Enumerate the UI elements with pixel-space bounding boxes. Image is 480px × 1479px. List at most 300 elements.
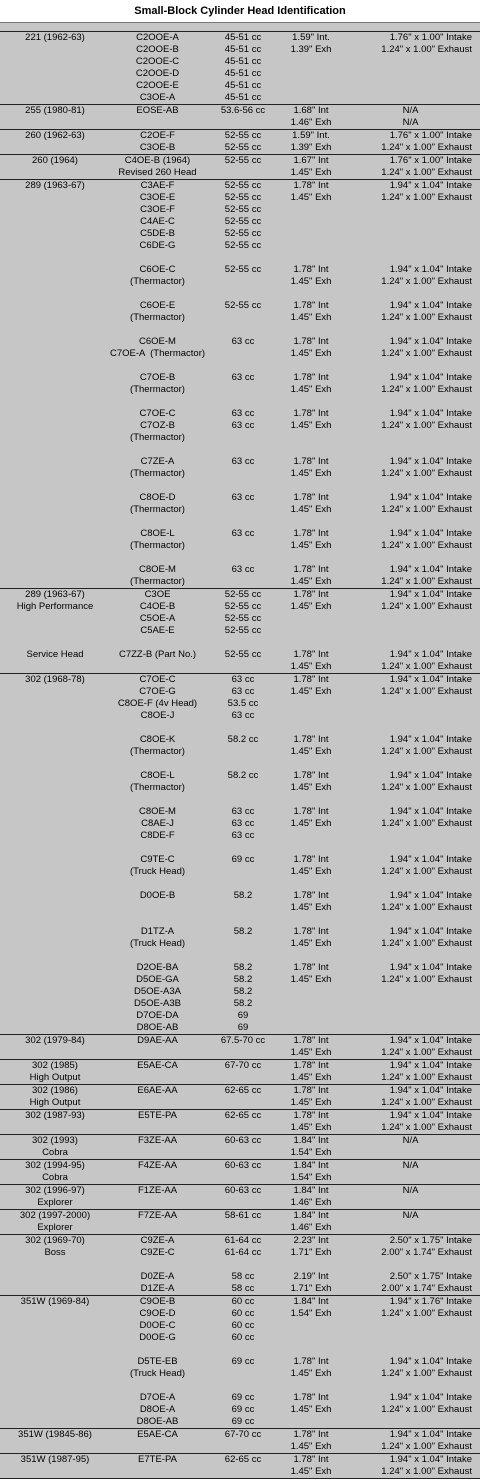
chamber-volume-cell-line: 60-63 cc [224,1185,262,1196]
casting-number-cell-line: D1TZ-A [140,926,175,937]
port-size-cell-line: 1.94" x 1.04" Intake [389,492,472,503]
chamber-volume-cell-line: 69 cc [231,1392,255,1403]
casting-number-cell [110,372,205,396]
valve-size-cell [281,564,341,588]
chamber-volume-cell [205,456,281,480]
port-size-cell [341,456,480,480]
casting-number-cell-line: D0ZE-A [140,1271,175,1282]
port-size-cell-line: 1.24" x 1.00" Exhaust [381,974,472,985]
casting-number-cell [110,734,205,758]
valve-size-cell-line: 1.45" Exh [290,974,332,985]
chamber-volume-cell [205,1210,281,1234]
casting-number-cell-line: C3OE-B [139,142,176,153]
row-spacer [0,444,480,456]
engine-cell [0,734,110,758]
engine-cell [0,1271,110,1295]
valve-size-cell-line: 1.45" Exh [290,167,332,178]
chamber-volume-cell [205,926,281,950]
valve-size-cell-line: 1.45" Exh [290,1441,332,1452]
valve-size-cell [281,372,341,396]
engine-cell [0,589,110,637]
chamber-volume-cell-line: 58.2 [233,962,253,973]
casting-number-cell [110,1160,205,1184]
port-size-cell-line: 1.24" x 1.00" Exhaust [381,468,472,479]
table-row [0,1429,480,1453]
casting-number-cell-line: (Thermactor) [130,312,185,323]
engine-cell [0,1185,110,1209]
casting-number-cell-line: EOSE-AB [136,105,179,116]
table-row [0,770,480,794]
valve-size-cell-line: 1.78" Int [293,372,329,383]
chamber-volume-cell-line: 63 cc [231,710,255,721]
port-size-cell-line: 1.24" x 1.00" Exhaust [381,276,472,287]
port-size-cell [341,1085,480,1109]
chamber-volume-cell [205,1392,281,1428]
casting-number-cell-line: C5DE-B [140,228,175,239]
table-row [0,264,480,288]
valve-size-cell-line: 1.45" Exh [290,468,332,479]
valve-size-cell-line: 1.78" Int [293,492,329,503]
table-row [0,564,480,588]
valve-size-cell [281,300,341,324]
valve-size-cell-line: 1.45" Exh [290,902,332,913]
valve-size-cell-line: 1.84" Int [293,1160,329,1171]
chamber-volume-cell-line: 53.5 cc [227,698,259,709]
chamber-volume-cell [205,674,281,722]
chamber-volume-cell-line: 52-55 cc [224,228,262,239]
chamber-volume-cell-line: 58.2 [233,974,253,985]
port-size-cell-line: 1.24" x 1.00" Exhaust [381,348,472,359]
valve-size-cell [281,962,341,1034]
engine-cell [0,806,110,842]
chamber-volume-cell [205,1296,281,1344]
chamber-volume-cell [205,1135,281,1159]
port-size-cell-line: 1.24" x 1.00" Exhaust [381,1047,472,1058]
port-size-cell-line: 1.94" x 1.04" Intake [389,1429,472,1440]
port-size-cell [341,1035,480,1059]
row-spacer [0,914,480,926]
valve-size-cell-line: 1.45" Exh [290,746,332,757]
engine-cell [0,564,110,588]
valve-size-cell [281,854,341,878]
chamber-volume-cell-line: 52-55 cc [224,625,262,636]
table-row [0,854,480,878]
row-spacer [0,288,480,300]
casting-number-cell-line: (Thermactor) [130,746,185,757]
port-size-cell-line: 1.76" x 1.00" Intake [389,130,472,141]
chamber-volume-cell-line: 52-55 cc [224,601,262,612]
valve-size-cell-line: 1.71" Exh [290,1247,332,1258]
chamber-volume-cell-line: 58.2 [233,890,253,901]
engine-group [0,1085,480,1110]
row-spacer [0,878,480,890]
casting-number-cell-line: D7OE-DA [136,1010,179,1021]
valve-size-cell-line: 1.45" Exh [290,1404,332,1415]
casting-number-cell [110,130,205,154]
chamber-volume-cell-line: 69 cc [231,854,255,865]
chamber-volume-cell-line: 52-55 cc [224,589,262,600]
port-size-cell-line: 1.94" x 1.04" Intake [389,372,472,383]
casting-number-cell [110,1296,205,1344]
casting-number-cell-line: C8OE-J [140,710,175,721]
port-size-cell [341,1454,480,1478]
chamber-volume-cell [205,1271,281,1295]
valve-size-cell-line: 1.78" Int [293,336,329,347]
casting-number-cell-line: D0OE-C [139,1320,176,1331]
port-size-cell [341,589,480,637]
valve-size-cell-line: 1.84" Int [293,1135,329,1146]
row-spacer [0,516,480,528]
valve-size-cell-line: 1.54" Exh [290,1147,332,1158]
chamber-volume-cell-line: 67-70 cc [224,1429,262,1440]
casting-number-cell-line: D0OE-B [139,890,176,901]
casting-number-cell-line: C2OOE-A [136,32,179,43]
chamber-volume-cell [205,32,281,104]
casting-number-cell [110,155,205,179]
port-size-cell-line: 1.94" x 1.04" Intake [389,589,472,600]
table-row [0,300,480,324]
casting-number-cell-line: (Thermactor) [130,782,185,793]
chamber-volume-cell [205,1429,281,1453]
engine-cell [0,926,110,950]
port-size-cell-line: 1.94" x 1.04" Intake [389,890,472,901]
valve-size-cell [281,1296,341,1344]
chamber-volume-cell [205,155,281,179]
chamber-volume-cell-line: 58-61 cc [224,1210,262,1221]
casting-number-cell-line: C2OOE-D [135,68,180,79]
casting-number-cell-line: C6OE-C [139,264,176,275]
table-row [0,926,480,950]
valve-size-cell-line: 1.78" Int [293,1060,329,1071]
engine-group [0,1296,480,1429]
port-size-cell-line: 1.24" x 1.00" Exhaust [381,192,472,203]
port-size-cell [341,408,480,444]
port-size-cell-line: 1.94" x 1.04" Intake [389,1454,472,1465]
engine-cell-line: 351W (19845-86) [18,1429,92,1440]
port-size-cell-line: 1.76" x 1.00" Intake [389,32,472,43]
engine-cell-line: 302 (1993) [32,1135,78,1146]
casting-number-cell-line: C6OE-E [139,300,176,311]
engine-cell-line: 302 (1969-70) [25,1235,85,1246]
valve-size-cell [281,734,341,758]
valve-size-cell-line: 1.45" Exh [290,686,332,697]
engine-cell-line: 351W (1987-95) [20,1454,90,1465]
casting-number-cell-line: Revised 260 Head [118,167,197,178]
table-row [0,32,480,104]
port-size-cell [341,1135,480,1159]
port-size-cell [341,372,480,396]
engine-cell [0,528,110,552]
valve-size-cell-line: 1.45" Exh [290,601,332,612]
casting-number-cell [110,854,205,878]
table-row [0,649,480,673]
chamber-volume-cell-line: 52-55 cc [224,142,262,153]
chamber-volume-cell-line: 69 cc [231,1404,255,1415]
valve-size-cell [281,1135,341,1159]
chamber-volume-cell-line: 61-64 cc [224,1235,262,1246]
engine-cell [0,32,110,104]
casting-number-cell-line: (Thermactor) [130,432,185,443]
chamber-volume-cell-line: 52-55 cc [224,216,262,227]
casting-number-cell [110,1135,205,1159]
row-spacer [0,722,480,734]
cylinder-head-table [0,32,480,1479]
table-row [0,1060,480,1084]
casting-number-cell-line: C8OE-L [140,770,175,781]
valve-size-cell [281,1085,341,1109]
engine-cell-line: 289 (1963-67) [25,589,85,600]
chamber-volume-cell-line: 63 cc [231,336,255,347]
casting-number-cell [110,1429,205,1453]
engine-group [0,589,480,674]
chamber-volume-cell [205,734,281,758]
valve-size-cell [281,180,341,252]
engine-cell [0,1454,110,1478]
casting-number-cell-line: D0OE-G [139,1332,176,1343]
port-size-cell-line: 1.24" x 1.00" Exhaust [381,746,472,757]
port-size-cell-line: 1.94" x 1.04" Intake [389,528,472,539]
chamber-volume-cell-line: 63 cc [231,674,255,685]
port-size-cell-line: 1.24" x 1.00" Exhaust [381,1466,472,1477]
engine-cell [0,492,110,516]
valve-size-cell-line: 1.39" Exh [290,44,332,55]
engine-cell [0,1356,110,1380]
casting-number-cell-line: C5AE-E [140,625,175,636]
casting-number-cell-line: C9OE-D [139,1308,176,1319]
casting-number-cell [110,264,205,288]
chamber-volume-cell-line: 60 cc [231,1320,255,1331]
valve-size-cell [281,1160,341,1184]
table-row [0,492,480,516]
port-size-cell-line: 1.94" x 1.04" Intake [389,336,472,347]
valve-size-cell-line: 1.78" Int [293,734,329,745]
casting-number-cell-line: E7TE-PA [138,1454,177,1465]
chamber-volume-cell-line: 62-65 cc [224,1085,262,1096]
row-spacer [0,1344,480,1356]
row-spacer [0,794,480,806]
chamber-volume-cell-line: 60 cc [231,1308,255,1319]
valve-size-cell-line: 1.78" Int [293,962,329,973]
valve-size-cell-line: 1.84" Int [293,1185,329,1196]
chamber-volume-cell [205,180,281,252]
casting-number-cell-line: C3OE [144,589,171,600]
casting-number-cell-line: D2OE-BA [136,962,179,973]
port-size-cell [341,962,480,1034]
casting-number-cell-line: D5OE-A3A [134,986,181,997]
casting-number-cell [110,105,205,129]
port-size-cell-line: 1.94" x 1.04" Intake [389,854,472,865]
chamber-volume-cell-line: 67-70 cc [224,1060,262,1071]
valve-size-cell [281,1454,341,1478]
valve-size-cell-line: 1.78" Int [293,1454,329,1465]
valve-size-cell-line: 1.59" Int. [292,32,330,43]
port-size-cell [341,890,480,914]
port-size-cell-line: 1.94" x 1.04" Intake [389,806,472,817]
port-size-cell [341,264,480,288]
valve-size-cell-line: 1.59" Int. [292,130,330,141]
engine-cell [0,770,110,794]
port-size-cell-line: 1.24" x 1.00" Exhaust [381,1097,472,1108]
port-size-cell [341,1060,480,1084]
casting-number-cell-line: C2OOE-E [136,80,179,91]
casting-number-cell-line: C7ZZ-B (Part No.) [118,649,197,660]
port-size-cell [341,1296,480,1344]
valve-size-cell-line: 1.45" Exh [290,504,332,515]
engine-cell-line: 302 (1968-78) [25,674,85,685]
table-row [0,1235,480,1259]
valve-size-cell-line: 1.78" Int [293,1110,329,1121]
chamber-volume-cell-line: 58 cc [231,1283,255,1294]
engine-cell [0,372,110,396]
port-size-cell [341,674,480,722]
engine-group [0,674,480,1035]
port-size-cell [341,564,480,588]
engine-cell-line: Cobra [42,1172,68,1183]
port-size-cell-line: 1.24" x 1.00" Exhaust [381,1441,472,1452]
port-size-cell-line: N/A [402,105,419,116]
port-size-cell [341,1235,480,1259]
casting-number-cell-line: D8OE-AB [136,1416,179,1427]
valve-size-cell [281,492,341,516]
row-spacer [0,842,480,854]
engine-group [0,32,480,105]
row-spacer [0,1380,480,1392]
casting-number-cell [110,528,205,552]
engine-cell [0,1085,110,1109]
engine-group [0,180,480,589]
chamber-volume-cell-line: 60 cc [231,1332,255,1343]
port-size-cell-line: N/A [402,1135,419,1146]
engine-cell-line: 302 (1997-2000) [19,1210,91,1221]
table-row [0,1035,480,1059]
engine-group [0,155,480,180]
casting-number-cell-line: C9ZE-C [140,1247,175,1258]
valve-size-cell-line: 1.67" Int [293,155,329,166]
valve-size-cell-line: 2.23" Int [293,1235,329,1246]
port-size-cell-line: 1.24" x 1.00" Exhaust [381,384,472,395]
engine-cell [0,336,110,360]
engine-cell [0,1060,110,1084]
port-size-cell-line: 1.24" x 1.00" Exhaust [381,504,472,515]
chamber-volume-cell [205,589,281,637]
table-row [0,1185,480,1209]
valve-size-cell [281,155,341,179]
valve-size-cell [281,1429,341,1453]
port-size-cell-line: 1.24" x 1.00" Exhaust [381,1072,472,1083]
valve-size-cell [281,926,341,950]
table-row [0,589,480,637]
row-spacer [0,637,480,649]
port-size-cell-line: 1.24" x 1.00" Exhaust [381,902,472,913]
casting-number-cell-line: C4OE-B [139,601,176,612]
valve-size-cell [281,1392,341,1428]
chamber-volume-cell [205,1454,281,1478]
table-row [0,674,480,722]
engine-group [0,1235,480,1296]
casting-number-cell [110,674,205,722]
valve-size-cell-line: 1.45" Exh [290,312,332,323]
valve-size-cell-line: 1.45" Exh [290,1122,332,1133]
casting-number-cell [110,1110,205,1134]
casting-number-cell [110,926,205,950]
table-row [0,130,480,154]
valve-size-cell [281,264,341,288]
valve-size-cell-line: 1.45" Exh [290,540,332,551]
valve-size-cell-line: 1.45" Exh [290,384,332,395]
valve-size-cell-line: 1.84" Int [293,1296,329,1307]
port-size-cell-line: 1.94" x 1.04" Intake [389,408,472,419]
port-size-cell [341,770,480,794]
valve-size-cell [281,770,341,794]
valve-size-cell-line: 1.78" Int [293,674,329,685]
chamber-volume-cell-line: 62-65 cc [224,1110,262,1121]
valve-size-cell [281,130,341,154]
chamber-volume-cell-line: 63 cc [231,528,255,539]
casting-number-cell-line: F3ZE-AA [137,1135,178,1146]
chamber-volume-cell [205,408,281,444]
engine-group [0,1135,480,1160]
valve-size-cell-line: 1.45" Exh [290,866,332,877]
casting-number-cell-line: C9ZE-A [140,1235,175,1246]
valve-size-cell [281,1210,341,1234]
chamber-volume-cell-line: 58.2 [233,986,253,997]
port-size-cell-line: 1.24" x 1.00" Exhaust [381,782,472,793]
port-size-cell-line: 1.94" x 1.04" Intake [389,1035,472,1046]
engine-cell-line: Cobra [42,1147,68,1158]
chamber-volume-cell-line: 58 cc [231,1271,255,1282]
valve-size-cell-line: 1.45" Exh [290,938,332,949]
port-size-cell-line: 1.24" x 1.00" Exhaust [381,1122,472,1133]
engine-cell [0,130,110,154]
port-size-cell-line: 1.24" x 1.00" Exhaust [381,540,472,551]
casting-number-cell [110,1392,205,1428]
engine-cell-line: 302 (1985) [32,1060,78,1071]
engine-group [0,1160,480,1185]
valve-size-cell [281,408,341,444]
engine-cell [0,456,110,480]
casting-number-cell-line: C2OOE-B [136,44,179,55]
engine-cell [0,890,110,914]
casting-number-cell-line: C8OE-D [139,492,176,503]
engine-cell-line: Service Head [26,649,84,660]
engine-cell [0,1235,110,1259]
casting-number-cell-line: C6DE-G [139,240,176,251]
row-spacer [0,324,480,336]
casting-number-cell-line: C6OE-M [139,336,176,347]
chamber-volume-cell [205,564,281,588]
valve-size-cell-line: 1.78" Int [293,649,329,660]
chamber-volume-cell [205,1110,281,1134]
chamber-volume-cell [205,1235,281,1259]
valve-size-cell [281,674,341,722]
engine-cell [0,180,110,252]
chamber-volume-cell-line: 63 cc [231,564,255,575]
chamber-volume-cell-line: 53.6-56 cc [220,105,266,116]
casting-number-cell-line: C3OE-A [139,92,176,103]
engine-group [0,105,480,130]
casting-number-cell-line: C7OE-A (Thermactor) [110,348,205,359]
engine-cell [0,300,110,324]
engine-cell-line: 302 (1987-93) [25,1110,85,1121]
port-size-cell-line: 1.24" x 1.00" Exhaust [381,601,472,612]
table-row [0,180,480,252]
chamber-volume-cell-line: 52-55 cc [224,192,262,203]
casting-number-cell-line: E6AE-AA [137,1085,178,1096]
casting-number-cell-line: (Thermactor) [130,504,185,515]
valve-size-cell [281,589,341,637]
casting-number-cell-line: (Truck Head) [129,938,186,949]
chamber-volume-cell-line: 67.5-70 cc [220,1035,266,1046]
